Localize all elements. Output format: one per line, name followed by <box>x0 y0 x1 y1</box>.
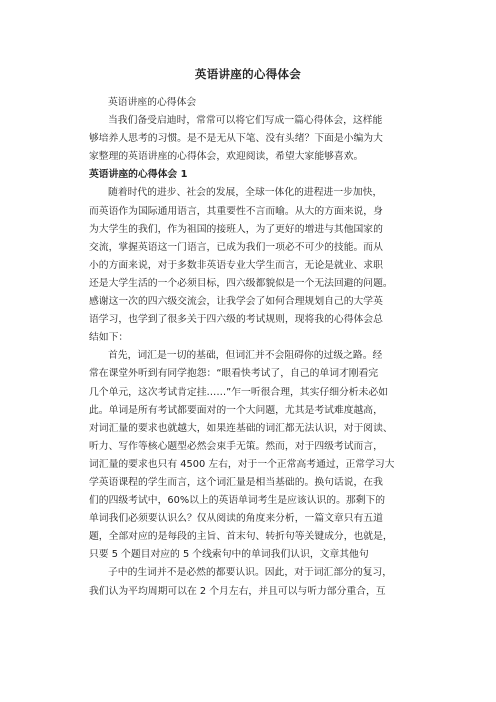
paragraph1-line: 交流，掌握英语这一门语言，已成为我们一项必不可少的技能。而从 <box>89 241 383 253</box>
paragraph1-line: 随着时代的进步、社会的发展，全球一体化的进程进一步加快， <box>108 187 383 199</box>
paragraph2-line: 此。单词是所有考试都要面对的一个大问题，尤其是考试难度越高， <box>89 404 383 416</box>
paragraph2-line: 对词汇量的要求也就越大，如果连基础的词汇都无法认识，对于阅读、 <box>89 422 393 434</box>
paragraph2-line: 只要 5 个题目对应的 5 个线索句中的单词我们认识，文章其他句 <box>89 549 369 561</box>
intro-line: 当我们备受启迪时，常常可以将它们写成一篇心得体会，这样能 <box>108 115 383 127</box>
intro-line: 家整理的英语讲座的心得体会，欢迎阅读，希望大家能够喜欢。 <box>89 151 364 163</box>
section-heading: 英语讲座的心得体会 1 <box>89 169 188 181</box>
paragraph2-line: 词汇量的要求也只有 4500 左右，对于一个正常高考通过，正常学习大 <box>89 458 395 470</box>
paragraph1-line: 还是大学生活的一个必须目标，四六级都貌似是一个无法回避的问题。 <box>89 277 393 289</box>
paragraph1-line: 语学习，也学到了很多关于四六级的考试规则，现将我的心得体会总 <box>89 314 383 326</box>
document-title: 英语讲座的心得体会 <box>194 67 302 81</box>
paragraph2-line: 常在课堂外听到有同学抱怨：“眼看快考试了，自己的单词才刚看完 <box>89 368 379 380</box>
paragraph1-line: 而英语作为国际通用语言，其重要性不言而喻。从大的方面来说，身 <box>89 205 383 217</box>
paragraph2-line: 单词我们必须要认识么？仅从阅读的角度来分析，一篇文章只有五道 <box>89 513 383 525</box>
paragraph3-line: 子中的生词并不是必然的都要认识。因此，对于词汇部分的复习， <box>108 567 393 579</box>
document-body <box>89 94 401 601</box>
paragraph2-line: 几个单元，这次考试肯定挂……”乍一听很合理，其实仔细分析未必如 <box>89 386 388 398</box>
paragraph3-line: 我们认为平均周期可以在 2 个月左右，并且可以与听力部分重合，互 <box>89 585 386 597</box>
intro-line: 够培养人思考的习惯。是不是无从下笔、没有头绪？下面是小编为大 <box>89 133 383 145</box>
paragraph2-line: 首先，词汇是一切的基础，但词汇并不会阻碍你的过级之路。经 <box>108 350 383 362</box>
paragraph1-line: 结如下： <box>89 332 129 344</box>
paragraph2-line: 们的四级考试中，60%以上的英语单词考生是应该认识的。那剩下的 <box>89 495 386 507</box>
intro-title-line: 英语讲座的心得体会 <box>108 97 197 108</box>
paragraph1-line: 感谢这一次的四六级交流会，让我学会了如何合理规划自己的大学英 <box>89 296 383 308</box>
paragraph1-line: 为大学生的我们，作为祖国的接班人，为了更好的增进与其他国家的 <box>89 223 383 235</box>
paragraph2-line: 题，全部对应的是每段的主旨、首末句、转折句等关键成分，也就是， <box>89 531 393 543</box>
paragraph1-line: 小的方面来说，对于多数非英语专业大学生而言，无论是就业、求职 <box>89 259 383 271</box>
paragraph2-line: 学英语课程的学生而言，这个词汇量是相当基础的。换句话说，在我 <box>89 476 383 488</box>
paragraph2-line: 听力、写作等核心题型必然会束手无策。然而，对于四级考试而言， <box>89 440 383 452</box>
